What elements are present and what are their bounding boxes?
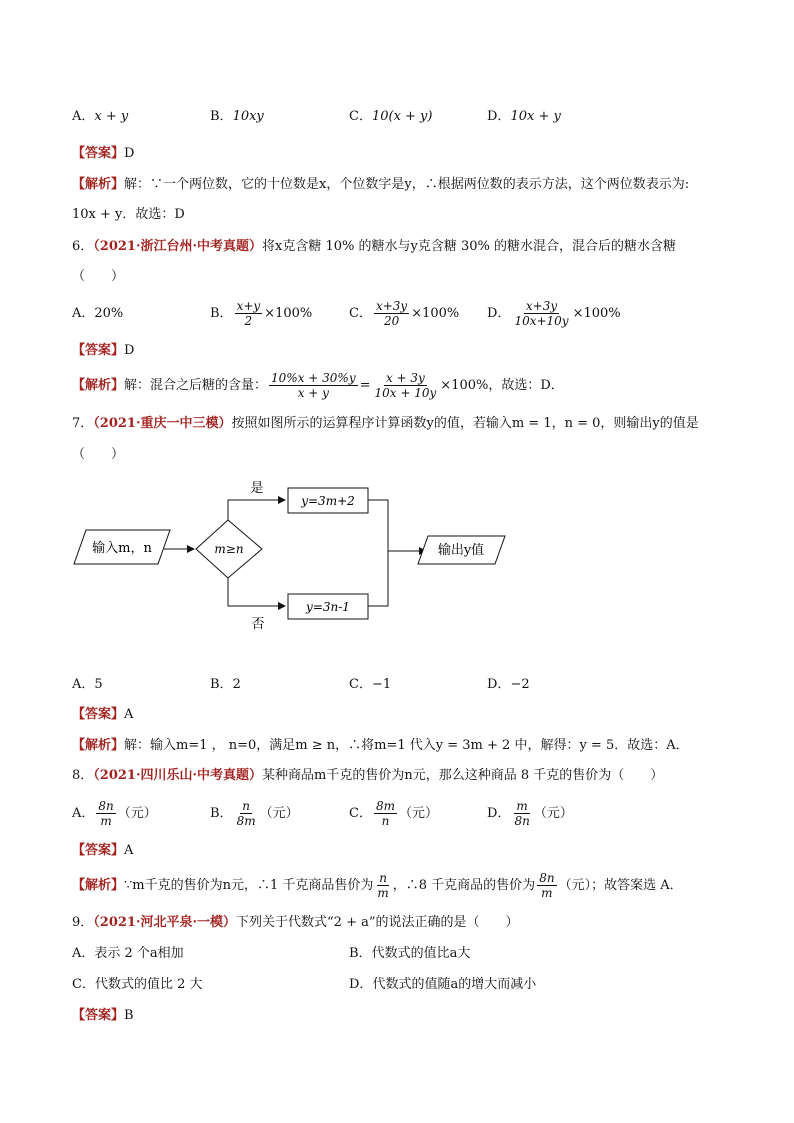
q9-option-d: D．代数式的值随a的增大而减小 xyxy=(349,977,537,992)
flow-no-box-label: y=3n-1 xyxy=(306,600,350,614)
q7-answer: 【答案】A xyxy=(72,707,134,722)
flow-decision-label: m≥n xyxy=(214,542,244,556)
q6-stem-line2: （ ） xyxy=(72,269,125,284)
flow-no-line xyxy=(228,578,285,606)
q5-option-a: A．x + y xyxy=(72,109,129,124)
flow-merge-line xyxy=(368,500,388,606)
q5-option-d: D．10x + y xyxy=(487,109,561,124)
q9-stem: 9．（2021·河北平泉·一模）下列关于代数式“2 + a”的说法正确的是（ ） xyxy=(72,915,519,930)
q7-flowchart xyxy=(0,470,794,640)
q6-option-c: C． $\frac{x+3y}{20}$ ×100% xyxy=(349,299,460,328)
q7-stem-line1: 7．（2021·重庆一中三模）按照如图所示的运算程序计算函数y的值，若输入m = 1，n = 0，则输出y的值是 xyxy=(72,416,699,431)
flow-yes-label: 是 xyxy=(250,481,264,496)
q9-answer: 【答案】B xyxy=(72,1008,134,1023)
flow-yes-line xyxy=(228,500,285,520)
q9-option-a: A．表示 2 个a相加 xyxy=(72,946,184,961)
q6-stem-line1: 6．（2021·浙江台州·中考真题）将x克含糖 10% 的糖水与y克含糖 30% 的糖水混合，混合后的糖水含糖 xyxy=(72,239,677,254)
flow-yes-box-label: y=3m+2 xyxy=(301,494,355,508)
q5-option-b: B．10xy xyxy=(210,109,264,124)
q7-option-b: B．2 xyxy=(210,677,241,692)
q6-answer: 【答案】D xyxy=(72,343,135,358)
flow-no-label: 否 xyxy=(251,617,265,632)
q6-option-a: A．20% xyxy=(72,306,124,321)
q5-analysis-line1: 【解析】解：∵一个两位数，它的十位数是x，个位数字是y，∴根据两位数的表示方法，这个两位数表示为: xyxy=(72,177,690,192)
q6-analysis: 【解析】解：混合之后糖的含量： $\frac{10\%x + 30\%y}{x + y}$ = $\frac{x + 3y}{10x + 10y}$ ×100%，故选：D． xyxy=(72,371,564,400)
q7-option-a: A．5 xyxy=(72,677,103,692)
q8-stem: 8．（2021·四川乐山·中考真题）某种商品m千克的售价为n元，那么这种商品 8 千克的售价为（ ） xyxy=(72,768,664,783)
q6-option-b: B． $\frac{x+y}{2}$ ×100% xyxy=(210,299,313,328)
q9-option-b: B．代数式的值比a大 xyxy=(349,946,471,961)
q5-analysis-line2: 10x + y．故选：D xyxy=(72,207,185,222)
q8-option-d: D． $\frac{m}{8n}$ （元） xyxy=(487,799,573,828)
q8-analysis: 【解析】∵m千克的售价为n元，∴1 千克商品售价为 $\frac{n}{m}$ ，∴8 千克商品的售价为 $\frac{8n}{m}$ （元）；故答案选 A． xyxy=(72,871,683,900)
q5-option-c: C．10(x + y) xyxy=(349,109,433,124)
q8-option-c: C． $\frac{8m}{n}$ （元） xyxy=(349,799,438,828)
q7-analysis: 【解析】解：输入m=1 ， n=0，满足m ≥ n，∴将m=1 代入y = 3m + 2 中，解得：y = 5．故选：A． xyxy=(72,738,689,753)
flow-output-label: 输出y值 xyxy=(437,543,485,558)
q9-option-c: C．代数式的值比 2 大 xyxy=(72,977,203,992)
flow-input-label: 输入m，n xyxy=(92,541,152,556)
q8-option-a: A． $\frac{8n}{m}$ （元） xyxy=(72,799,157,828)
q6-option-d: D． $\frac{x+3y}{10x+10y}$ ×100% xyxy=(487,299,621,328)
q7-option-c: C．−1 xyxy=(349,677,392,692)
q7-option-d: D．−2 xyxy=(487,677,530,692)
q5-answer: 【答案】D xyxy=(72,146,135,161)
q8-option-b: B． $\frac{n}{8m}$ （元） xyxy=(210,799,299,828)
q7-stem-line2: （ ） xyxy=(72,447,125,462)
q8-answer: 【答案】A xyxy=(72,843,134,858)
